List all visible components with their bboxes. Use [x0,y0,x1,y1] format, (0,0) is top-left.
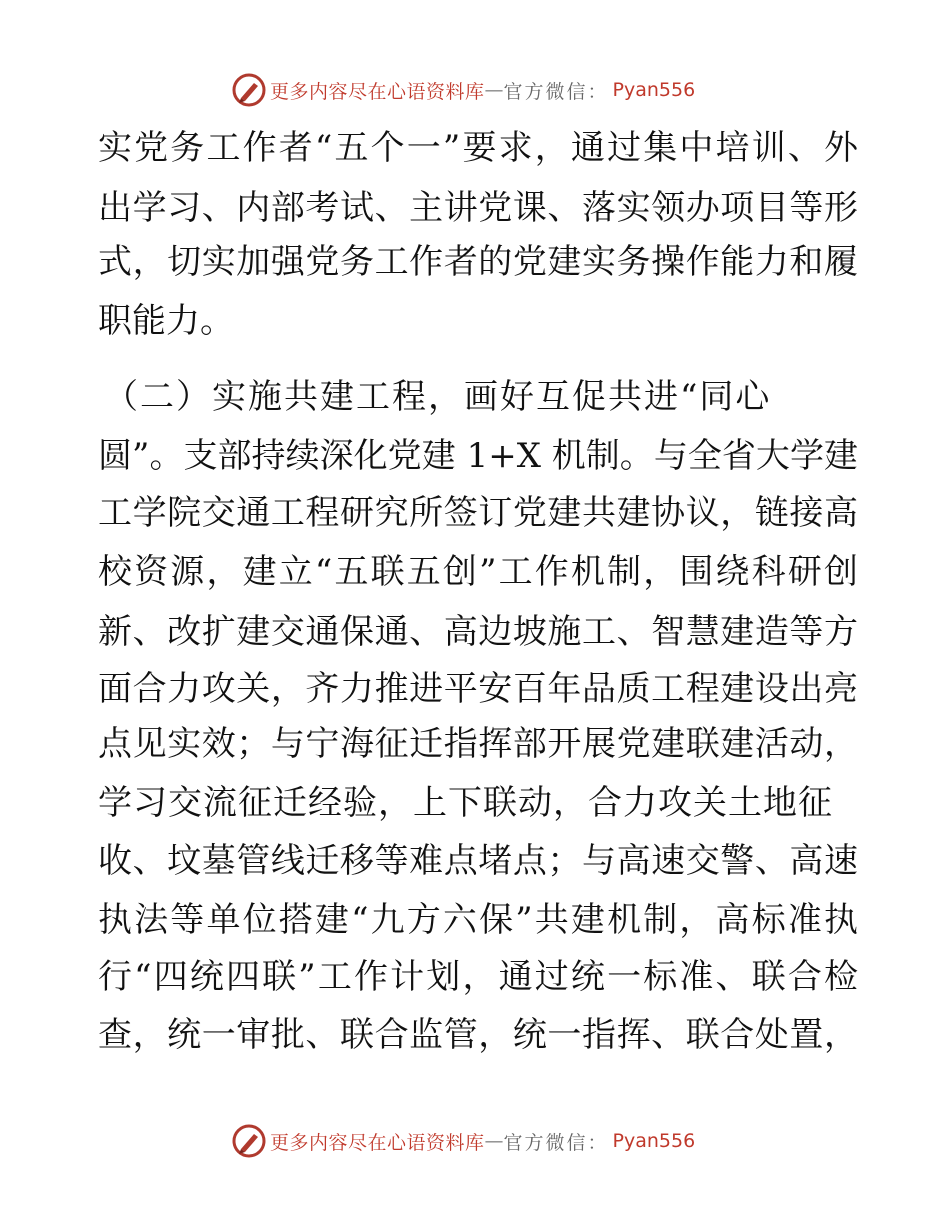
text-line: 出学习、内部考试、主讲党课、落实领办项目等形 [98,188,858,228]
text-line: 实党务工作者“五个一”要求，通过集中培训、外 [98,128,858,168]
text-line: 职能力。 [98,301,234,341]
section-heading: （二）实施共建工程，画好互促共进“同心 [104,377,772,417]
watermark-text: 更多内容尽在心语资料库 [270,80,485,103]
watermark-footer [232,1123,695,1159]
text-line: 行“四统四联”工作计划，通过统一标准、联合检 [98,957,858,997]
pen-logo-icon [232,73,266,107]
watermark-header [232,72,695,108]
text-line: 圆”。支部持续深化党建 1+X 机制。与全省大学建 [98,436,858,476]
text-line: 收、坟墓管线迁移等难点堵点；与高速交警、高速 [98,841,858,881]
text-line: 校资源，建立“五联五创”工作机制，围绕科研创 [98,552,858,592]
watermark-wechat-label: 官方微信： [503,80,609,103]
watermark-wechat-label: 官方微信： [503,1131,609,1154]
watermark-separator: — [484,79,504,101]
text-line: 面合力攻关，齐力推进平安百年品质工程建设出亮 [98,669,858,709]
text-line: 点见实效；与宁海征迁指挥部开展党建联建活动， [98,724,858,764]
pen-logo-icon [232,1124,266,1158]
text-line: 新、改扩建交通保通、高边坡施工、智慧建造等方 [98,612,858,652]
text-line: 工学院交通工程研究所签订党建共建协议，链接高 [98,493,858,533]
watermark-text: 更多内容尽在心语资料库 [270,1131,485,1154]
text-line: 执法等单位搭建“九方六保”共建机制，高标准执 [98,900,858,940]
watermark-wechat-id: Pyan556 [612,1130,696,1152]
watermark-wechat-id: Pyan556 [612,79,696,101]
text-line: 查，统一审批、联合监管，统一指挥、联合处置， [98,1015,858,1055]
watermark-separator: — [484,1130,504,1152]
text-line: 学习交流征迁经验，上下联动，合力攻关土地征 [98,783,833,823]
text-line: 式，切实加强党务工作者的党建实务操作能力和履 [98,242,858,282]
